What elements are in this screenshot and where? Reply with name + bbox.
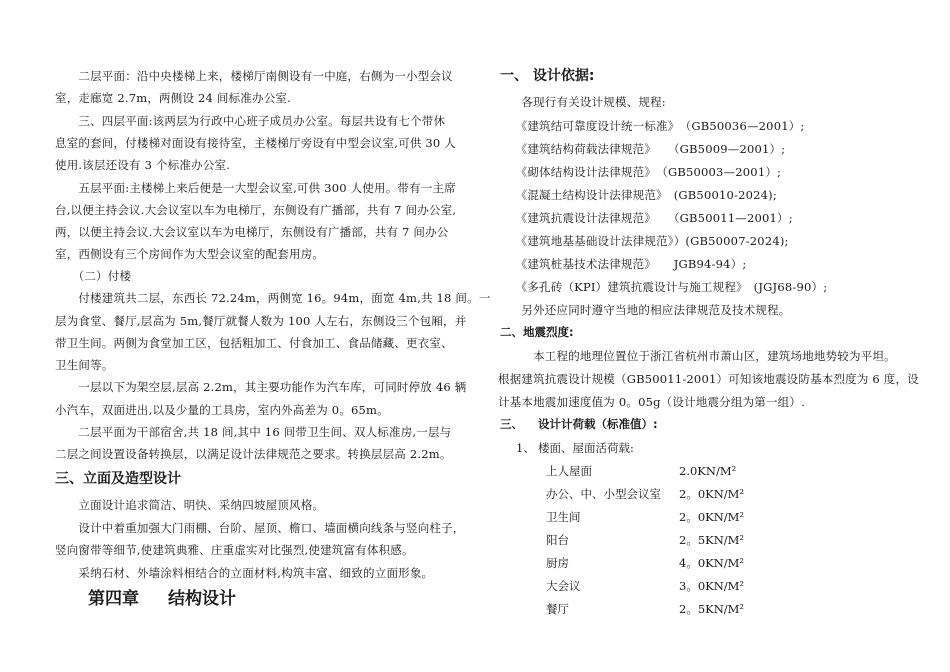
load-name: 卫生间: [546, 510, 581, 524]
code-item: 《建筑地基基础设计法律规范》）(GB50007-2024);: [498, 234, 789, 248]
paragraph-line: 一层以下为架空层,层高 2.2m，其主要功能作为汽车库，可同时停放 46 辆: [55, 380, 467, 394]
load-row: [546, 463, 736, 479]
code-item: 《砌体结构设计法律规范》 （GB50003—2001）;: [498, 165, 782, 179]
section-name: 设计计荷载（标准值）:: [538, 417, 658, 431]
load-row: [546, 509, 744, 525]
paragraph-line: 卫生间等。: [55, 358, 114, 372]
load-name: 大会议: [546, 579, 581, 593]
paragraph-line: 根据建筑抗震设计规模（GB50011-2001）可知该地震设防基本烈度为 6 度，设: [498, 372, 919, 386]
load-row: [546, 532, 744, 548]
paragraph-line: 小汽车，双面进出,以及少量的工具房，室内外高差为 0。65m。: [55, 403, 389, 417]
load-value: 2。0KN/M²: [679, 487, 745, 501]
section-number: 三、: [500, 417, 523, 431]
load-row: [546, 555, 744, 571]
section-title: 二、地震烈度:: [500, 325, 574, 339]
load-name: 餐厅: [546, 602, 569, 616]
paragraph-line: 使用.该层还设有 3 个标准办公室.: [55, 158, 231, 172]
paragraph-line: 另外还应同时遵守当地的相应法律规范及技术规程。: [498, 303, 791, 317]
paragraph-line: 设计中着重加强大门雨棚、台阶、屋顶、檐口、墙面横向线条与竖向柱子，: [55, 521, 465, 535]
paragraph-line: 台,以便主持会议.大会议室以车为电梯厅，东侧设有广播部，共有 7 间办公室,: [55, 203, 457, 217]
chapter-name: 结构设计: [168, 589, 236, 609]
load-value: 2.0KN/M²: [679, 464, 737, 478]
load-subtitle: [516, 440, 634, 456]
paragraph-line: 室，走廊宽 2.7m，两侧设 24 间标准办公室.: [55, 91, 291, 105]
code-item: 《建筑抗震设计法律规范》 （GB50011—2001）;: [498, 211, 793, 225]
paragraph-line: 各现行有关设计规模、规程:: [498, 95, 666, 109]
paragraph-line: 二层平面：沿中央楼梯上来，楼梯厅南侧设有一中庭，右侧为一小型会议: [55, 69, 453, 83]
load-name: 阳台: [546, 533, 569, 547]
paragraph-line: 息室的套间，付楼梯对面设有接待室，主楼梯厅旁设有中型会议室,可供 30 人: [55, 136, 456, 150]
load-value: 2。5KN/M²: [679, 602, 745, 616]
paragraph-line: 本工程的地理位置位于浙江省杭州市萧山区，建筑场地地势较为平坦。: [498, 349, 896, 363]
load-row: [546, 486, 744, 502]
load-value: 4。0KN/M²: [679, 556, 745, 570]
paragraph-line: 两，以便主持会议.大会议室以车为电梯厅，东侧设有广播部，共有 7 间办公: [55, 225, 449, 239]
load-title: 楼面、屋面活荷载:: [538, 441, 634, 455]
load-name: 厨房: [546, 556, 569, 570]
section-title: 三、立面及造型设计: [55, 471, 181, 487]
load-value: 3。0KN/M²: [679, 579, 745, 593]
load-value: 2。5KN/M²: [679, 533, 745, 547]
section-title: [500, 416, 658, 432]
paragraph-line: 层为食堂、餐厅,层高为 5m,餐厅就餐人数为 100 人左右，东侧设三个包厢，并: [55, 314, 467, 328]
chapter-title: [88, 588, 236, 610]
paragraph-line: 二层平面为干部宿舍,共 18 间,其中 16 间带卫生间、双人标准房,一层与: [55, 425, 452, 439]
load-name: 上人屋面: [546, 464, 592, 478]
code-item: 《建筑结可靠度设计统一标准》 （GB50036—2001）;: [498, 119, 805, 133]
paragraph-line: 室，西侧设有三个房间作为大型会议室的配套用房。: [55, 247, 325, 261]
paragraph-line: 三、四层平面:该两层为行政中心班子成员办公室。每层共设有七个带休: [55, 114, 446, 128]
code-item: 《建筑结构荷载法律规范》 （GB5009—2001）;: [498, 142, 786, 156]
paragraph-line: 立面设计追求简洁、明快、采纳四坡屋顶风格。: [55, 498, 325, 512]
section-title: 一、 设计依据:: [500, 68, 595, 84]
paragraph-line: 竖向窗带等细节,使建筑典雅、庄重虚实对比强烈,使建筑富有体积感。: [55, 543, 414, 557]
paragraph-line: 带卫生间。两侧为食堂加工区，包括粗加工、付食加工、食品储藏、更衣室、: [55, 336, 453, 350]
load-row: [546, 601, 744, 617]
load-name: 办公、中、小型会议室: [546, 487, 661, 501]
chapter-number: 第四章: [88, 589, 139, 609]
load-number: 1、: [516, 441, 535, 455]
paragraph-line: 计基本地震加速度值为 0。05g（设计地震分组为第一组）.: [498, 395, 805, 409]
code-item: 《多孔砖（KPI）建筑抗震设计与施工规程》 (JGJ68-90）;: [498, 280, 828, 294]
paragraph-line: 二层之间设置设备转换层，以满足设计法律规范之要求。转换层层高 2.2m。: [55, 447, 452, 461]
subsection-title: （二）付楼: [55, 269, 132, 283]
paragraph-line: 五层平面:主楼梯上来后便是一大型会议室,可供 300 人使用。带有一主席: [55, 181, 456, 195]
paragraph-line: 采纳石材、外墙涂料相结合的立面材料,构筑丰富、细致的立面形象。: [55, 566, 434, 580]
load-row: [546, 578, 744, 594]
code-item: 《建筑桩基技术法律规范》 JGB94-94）;: [498, 257, 747, 271]
paragraph-line: 付楼建筑共二层，东西长 72.24m，两侧宽 16。94m，面宽 4m,共 18 间。一: [55, 291, 491, 305]
code-item: 《混凝土结构设计法律规范》 (GB50010-2024);: [498, 188, 777, 202]
load-value: 2。0KN/M²: [679, 510, 745, 524]
